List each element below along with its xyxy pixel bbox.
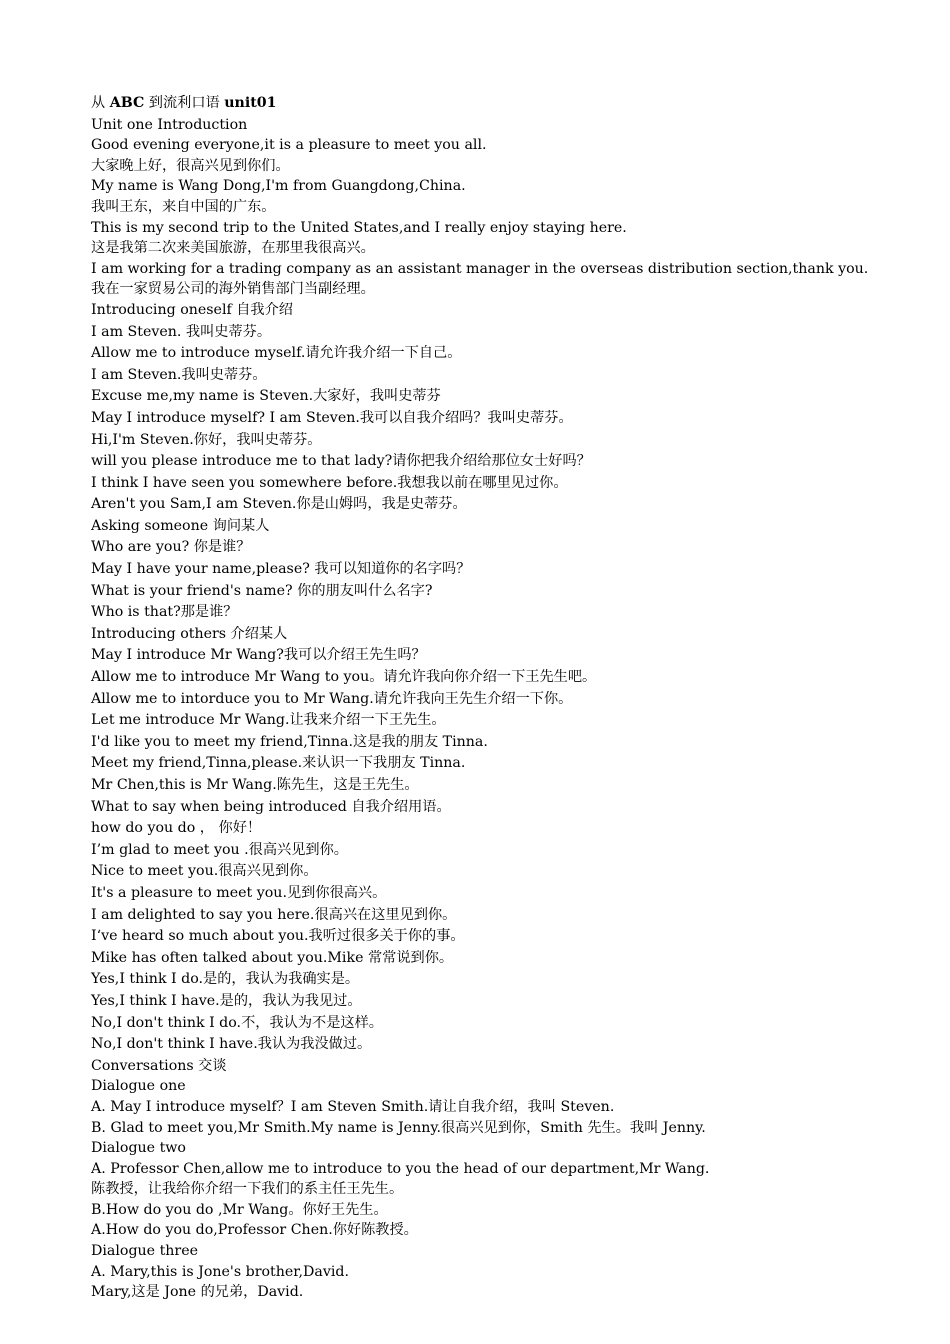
text-line: Allow me to introduce myself.请允许我介绍一下自己。 [91, 345, 462, 362]
document-title [91, 93, 911, 115]
text-line: Conversations 交谈 [91, 1057, 227, 1074]
text-line: Yes,I think I have.是的，我认为我见过。 [91, 992, 362, 1009]
text-line: 这是我第二次来美国旅游，在那里我很高兴。 [91, 240, 375, 257]
text-line: I am Steven. 我叫史蒂芬。 [91, 323, 272, 340]
text-line: Hi,I'm Steven.你好，我叫史蒂芬。 [91, 431, 322, 448]
text-line: What is your friend's name? 你的朋友叫什么名字? [91, 582, 433, 599]
text-line: I‘ve heard so much about you.我听过很多关于你的事。 [91, 928, 465, 945]
text-line: I am delighted to say you here.很高兴在这里见到你。 [91, 906, 457, 923]
text-line: A. Professor Chen,allow me to introduce to you the head of our department,Mr Wang. [91, 1160, 710, 1177]
text-line: Who is that?那是谁？ [91, 604, 238, 621]
title-abc: ABC [109, 95, 145, 111]
text-line: Who are you? 你是谁？ [91, 539, 251, 556]
text-line: No,I don't think I do.不，我认为不是这样。 [91, 1014, 383, 1031]
title-middle: 到流利口语 [144, 95, 225, 111]
text-line: Meet my friend,Tinna,please.来认识一下我朋友 Tinna. [91, 755, 466, 772]
text-line: May I introduce myself? I am Steven.我可以自我介绍吗？我叫史蒂芬。 [91, 409, 573, 426]
text-line: Excuse me,my name is Steven.大家好，我叫史蒂芬 [91, 388, 441, 405]
text-line: No,I don't think I have.我认为我没做过。 [91, 1036, 372, 1053]
text-line: A. Mary,this is Jone's brother,David. [91, 1263, 349, 1280]
text-line: Aren't you Sam,I am Steven.你是山姆吗，我是史蒂芬。 [91, 496, 467, 513]
title-unit: unit01 [224, 95, 277, 111]
text-line: 我在一家贸易公司的海外销售部门当副经理。 [91, 281, 375, 298]
text-line: I am working for a trading company as an assistant manager in the overseas distribution section,thank you. [91, 260, 869, 277]
text-line: Nice to meet you.很高兴见到你。 [91, 863, 318, 880]
text-line: Dialogue three [91, 1243, 198, 1260]
text-line: how do you do ， 你好！ [91, 820, 262, 837]
text-line: Unit one Introduction [91, 116, 248, 133]
text-line: Introducing oneself 自我介绍 [91, 301, 293, 318]
text-line: It's a pleasure to meet you.见到你很高兴。 [91, 884, 387, 901]
document-page [91, 93, 911, 1303]
text-line: My name is Wang Dong,I'm from Guangdong,China. [91, 178, 466, 195]
text-line: Mr Chen,this is Mr Wang.陈先生，这是王先生。 [91, 777, 419, 793]
text-line: Introducing others 介绍某人 [91, 625, 288, 642]
text-line: 大家晚上好，很高兴见到你们。 [91, 157, 290, 174]
text-line: Yes,I think I do.是的，我认为我确实是。 [91, 971, 360, 988]
text-line: Mike has often talked about you.Mike 常常说到你。 [91, 949, 454, 966]
text-line: A.How do you do,Professor Chen.你好陈教授。 [91, 1222, 418, 1239]
text-line: B. Glad to meet you,Mr Smith.My name is Jenny.很高兴见到你，Smith 先生。我叫 Jenny. [91, 1119, 706, 1136]
text-line: Mary,这是 Jone 的兄弟，David. [91, 1284, 304, 1301]
text-line: Dialogue one [91, 1078, 186, 1095]
text-line: will you please introduce me to that lady?请你把我介绍给那位女士好吗？ [91, 453, 591, 470]
text-line: Good evening everyone,it is a pleasure to meet you all. [91, 137, 487, 154]
text-line: B.How do you do ,Mr Wang。你好王先生。 [91, 1201, 388, 1218]
text-line: I think I have seen you somewhere before.我想我以前在哪里见过你。 [91, 474, 568, 491]
text-line: Let me introduce Mr Wang.让我来介绍一下王先生。 [91, 712, 446, 729]
text-line: 陈教授，让我给你介绍一下我们的系主任王先生。 [91, 1181, 404, 1198]
text-line: What to say when being introduced 自我介绍用语。 [91, 798, 451, 815]
text-line: A. May I introduce myself？I am Steven Smith.请让自我介绍，我叫 Steven. [91, 1098, 615, 1115]
text-line: I am Steven.我叫史蒂芬。 [91, 366, 267, 383]
title-prefix: 从 [91, 95, 110, 111]
text-line: This is my second trip to the United States,and I really enjoy staying here. [91, 219, 627, 236]
text-line: Allow me to intorduce you to Mr Wang.请允许我向王先生介绍一下你。 [91, 690, 573, 707]
text-line: Dialogue two [91, 1140, 186, 1157]
text-line: Allow me to introduce Mr Wang to you。请允许我向你介绍一下王先生吧。 [91, 669, 597, 686]
text-line: I'd like you to meet my friend,Tinna.这是我的朋友 Tinna. [91, 733, 488, 750]
text-line: I’m glad to meet you .很高兴见到你。 [91, 841, 348, 858]
text-line: Asking someone 询问某人 [91, 517, 270, 534]
text-line: May I have your name,please? 我可以知道你的名字吗？ [91, 561, 471, 578]
text-line: May I introduce Mr Wang?我可以介绍王先生吗？ [91, 647, 426, 664]
text-line: 我叫王东，来自中国的广东。 [91, 198, 276, 215]
